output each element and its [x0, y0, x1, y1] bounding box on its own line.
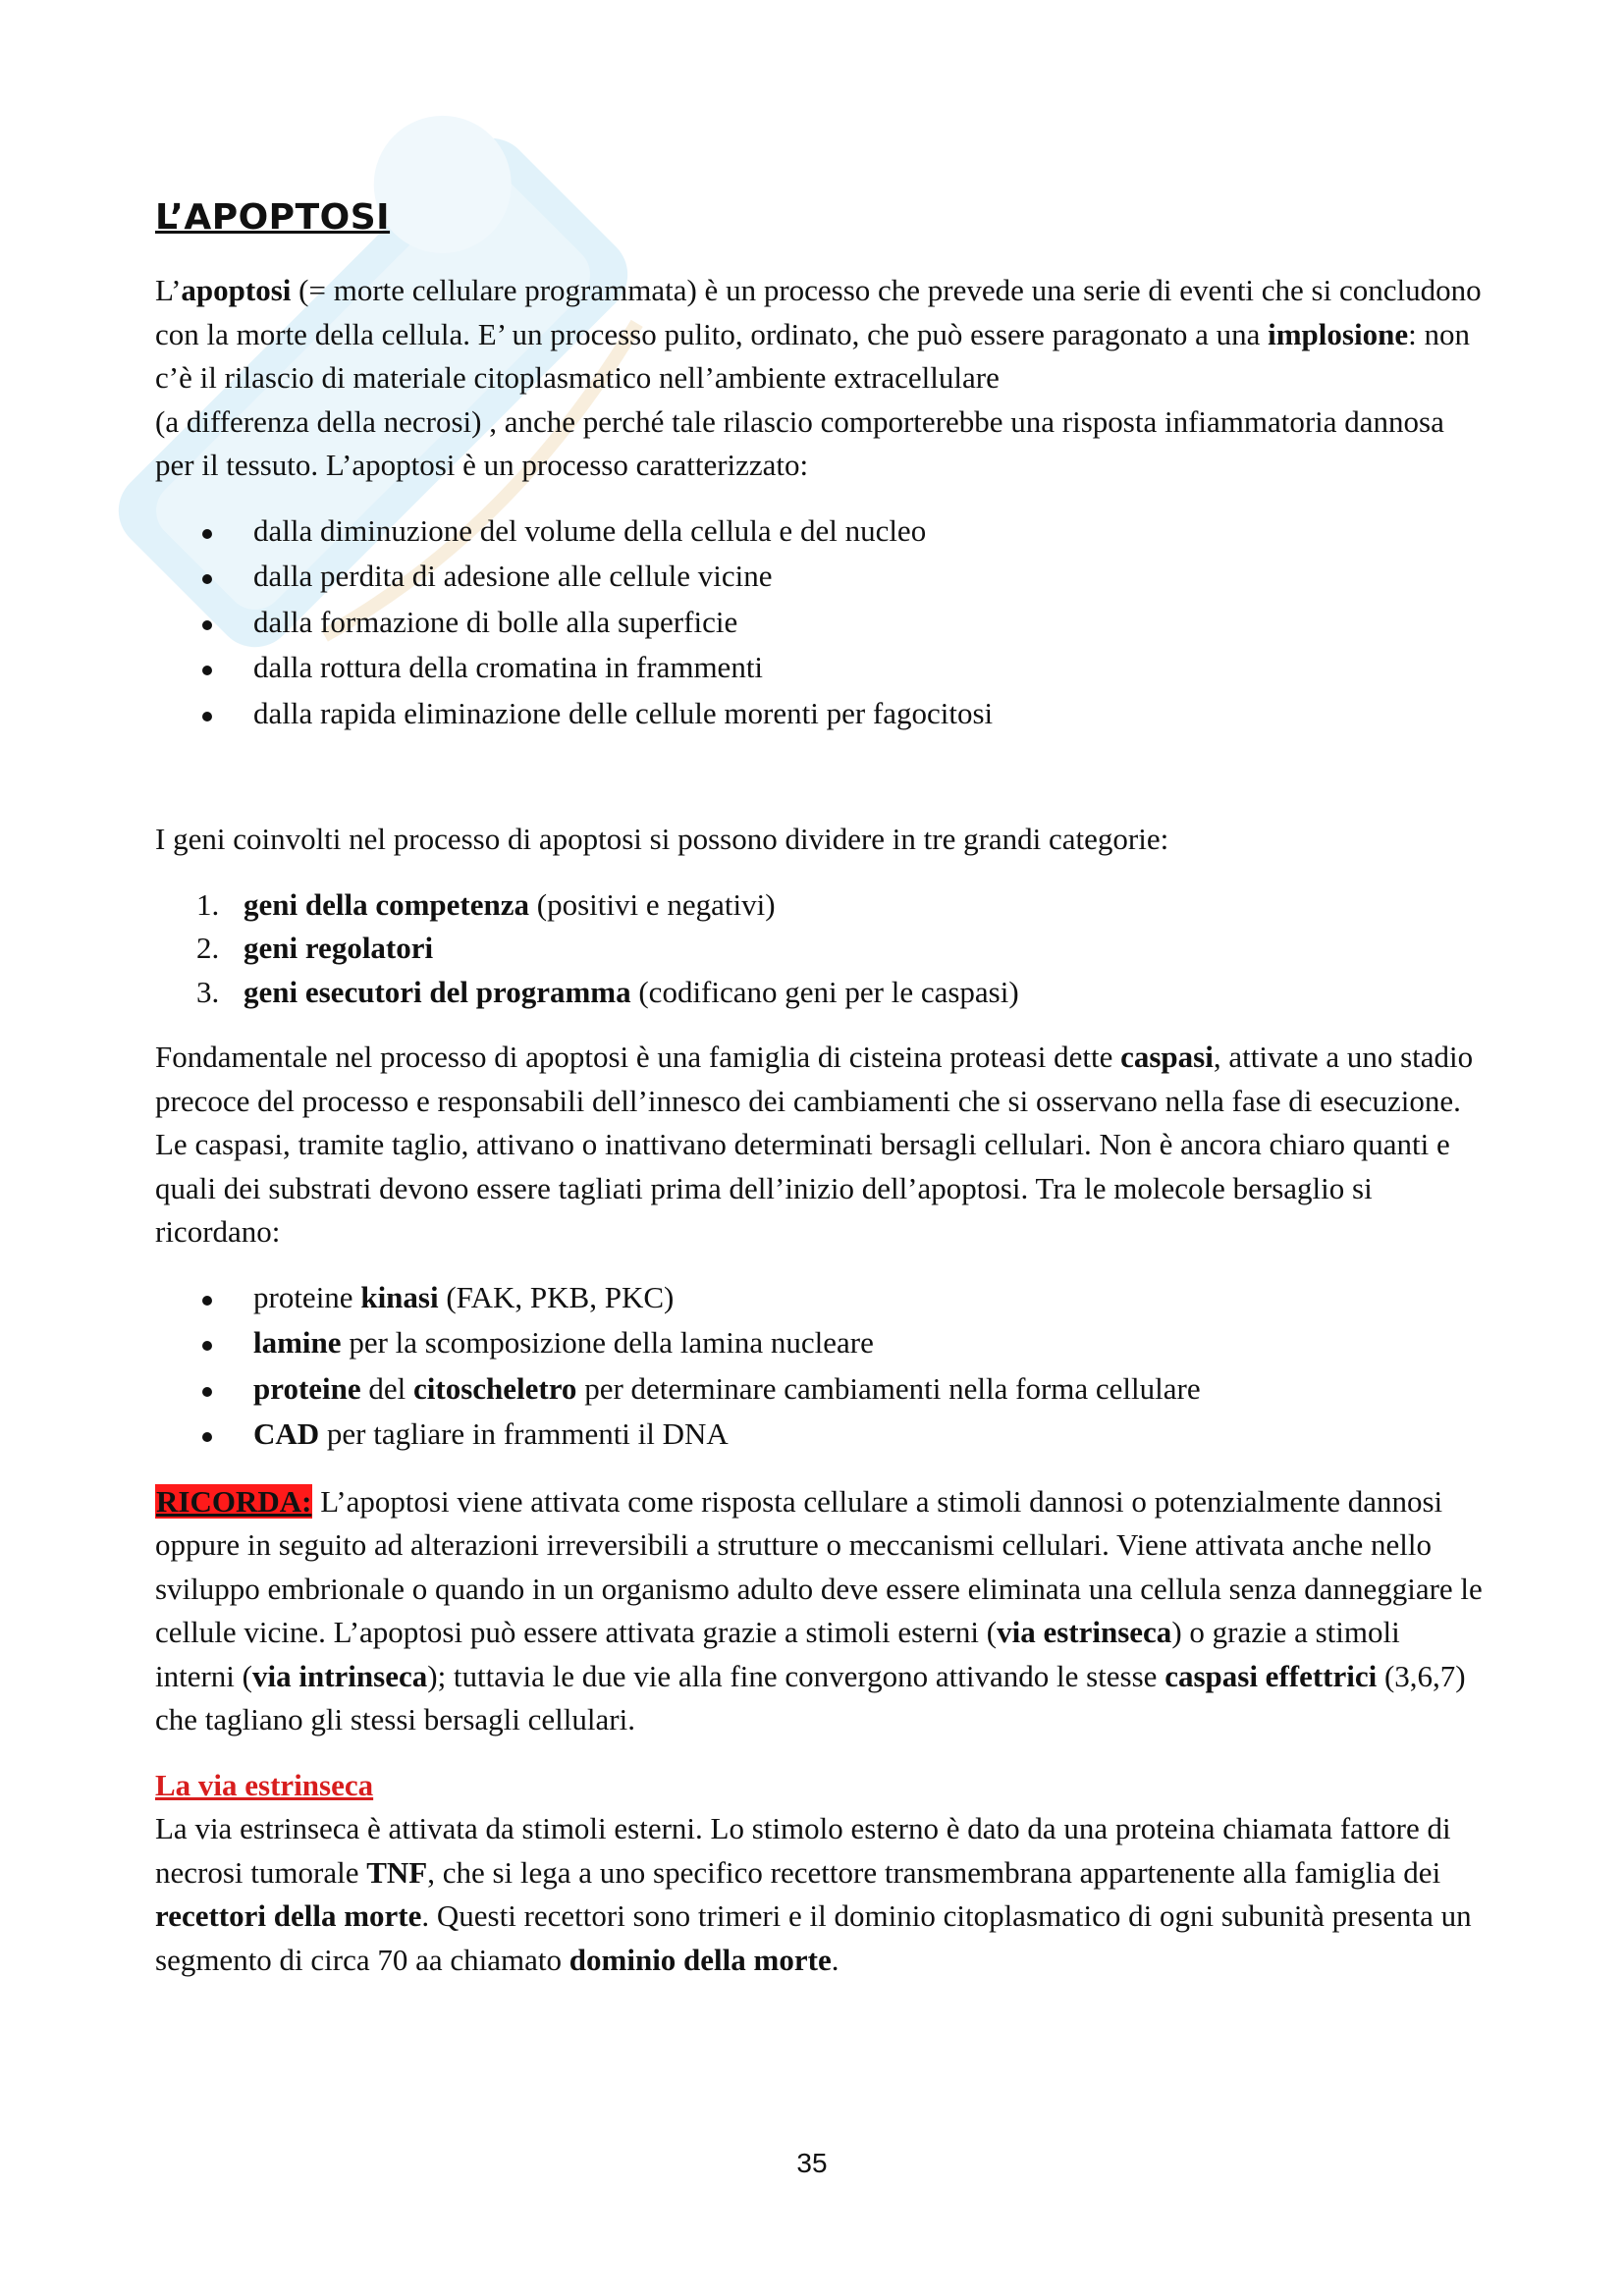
- bullet-icon: [202, 1341, 212, 1351]
- page-content: [155, 196, 1483, 1982]
- bullet-icon: [202, 1387, 212, 1397]
- list-item: dalla rottura della cromatina in frammenti: [155, 646, 1483, 692]
- list-item: 3. geni esecutori del programma (codificano geni per le caspasi): [196, 974, 1019, 1009]
- list-item: proteine kinasi (FAK, PKB, PKC): [155, 1276, 1483, 1322]
- characteristics-list: [155, 509, 1483, 738]
- gene-categories-list: [155, 883, 1483, 1015]
- list-item: dalla rapida eliminazione delle cellule morenti per fagocitosi: [155, 692, 1483, 738]
- estrinseca-paragraph: La via estrinseca è attivata da stimoli esterni. Lo stimolo esterno è dato da una proteina chiamata fattore di necrosi tumorale TNF, che si lega a uno specifico recettore transmembrana appartenente alla famiglia dei recettori della morte. Questi recettori sono trimeri e il dominio citoplasmatico di ogni subunità presenta un segmento di circa 70 aa chiamato dominio della morte.: [155, 1811, 1472, 1977]
- page-title: L’APOPTOSI: [155, 197, 391, 238]
- intro-paragraph: L’apoptosi (= morte cellulare programmata) è un processo che prevede una serie di eventi che si concludono con la morte della cellula. E’ un processo pulito, ordinato, che può essere paragonato a una implosione: non c’è il rilascio di materiale citoplasmatico nell’ambiente extracellulare (a differenza della necrosi) , anche perché tale rilascio comporterebbe una risposta infiammatoria dannosa per il tessuto. L’apoptosi è un processo caratterizzato:: [155, 273, 1482, 482]
- list-item: 1. geni della competenza (positivi e negativi): [196, 886, 776, 922]
- list-item: dalla perdita di adesione alle cellule vicine: [155, 555, 1483, 601]
- page-number: 35: [796, 2148, 828, 2178]
- bullet-icon: [202, 574, 212, 584]
- ricorda-paragraph: RICORDA: L’apoptosi viene attivata come risposta cellulare a stimoli dannosi o potenzialmente dannosi oppure in seguito ad alterazioni irreversibili a strutture o meccanismi cellulari. Viene attivata anche nello sviluppo embrionale o quando in un organismo adulto deve essere eliminata una cellula senza danneggiare le cellule vicine. L’apoptosi può essere attivata grazie a stimoli esterni (via estrinseca) o grazie a stimoli interni (via intrinseca); tuttavia le due vie alla fine convergono attivando le stesse caspasi effettrici (3,6,7) che tagliano gli stessi bersagli cellulari.: [155, 1483, 1483, 1736]
- genes-intro: I geni coinvolti nel processo di apoptosi si possono dividere in tre grandi categorie:: [155, 822, 1169, 856]
- bullet-icon: [202, 1296, 212, 1306]
- list-item: dalla formazione di bolle alla superficie: [155, 601, 1483, 647]
- list-item: dalla diminuzione del volume della cellula e del nucleo: [155, 509, 1483, 556]
- list-item: 2. geni regolatori: [196, 931, 434, 965]
- list-item: lamine per la scomposizione della lamina nucleare: [155, 1321, 1483, 1367]
- bullet-icon: [202, 620, 212, 630]
- list-item: CAD per tagliare in frammenti il DNA: [155, 1413, 1483, 1459]
- bullet-icon: [202, 529, 212, 539]
- caspasi-paragraph: Fondamentale nel processo di apoptosi è una famiglia di cisteina proteasi dette caspasi, attivate a uno stadio precoce del processo e responsabili dell’innesco dei cambiamenti che si osservano nella fase di esecuzione. Le caspasi, tramite taglio, attivano o inattivano determinati bersagli cellulari. Non è ancora chiaro quanti e quali dei substrati devono essere tagliati prima dell’inizio dell’apoptosi. Tra le molecole bersaglio si ricordano:: [155, 1040, 1474, 1249]
- section-heading: La via estrinseca: [155, 1767, 374, 1802]
- bullet-icon: [202, 1432, 212, 1442]
- list-item: proteine del citoscheletro per determinare cambiamenti nella forma cellulare: [155, 1367, 1483, 1414]
- bullet-icon: [202, 666, 212, 675]
- bullet-icon: [202, 712, 212, 721]
- ricorda-label: RICORDA:: [156, 1483, 312, 1519]
- targets-list: [155, 1276, 1483, 1459]
